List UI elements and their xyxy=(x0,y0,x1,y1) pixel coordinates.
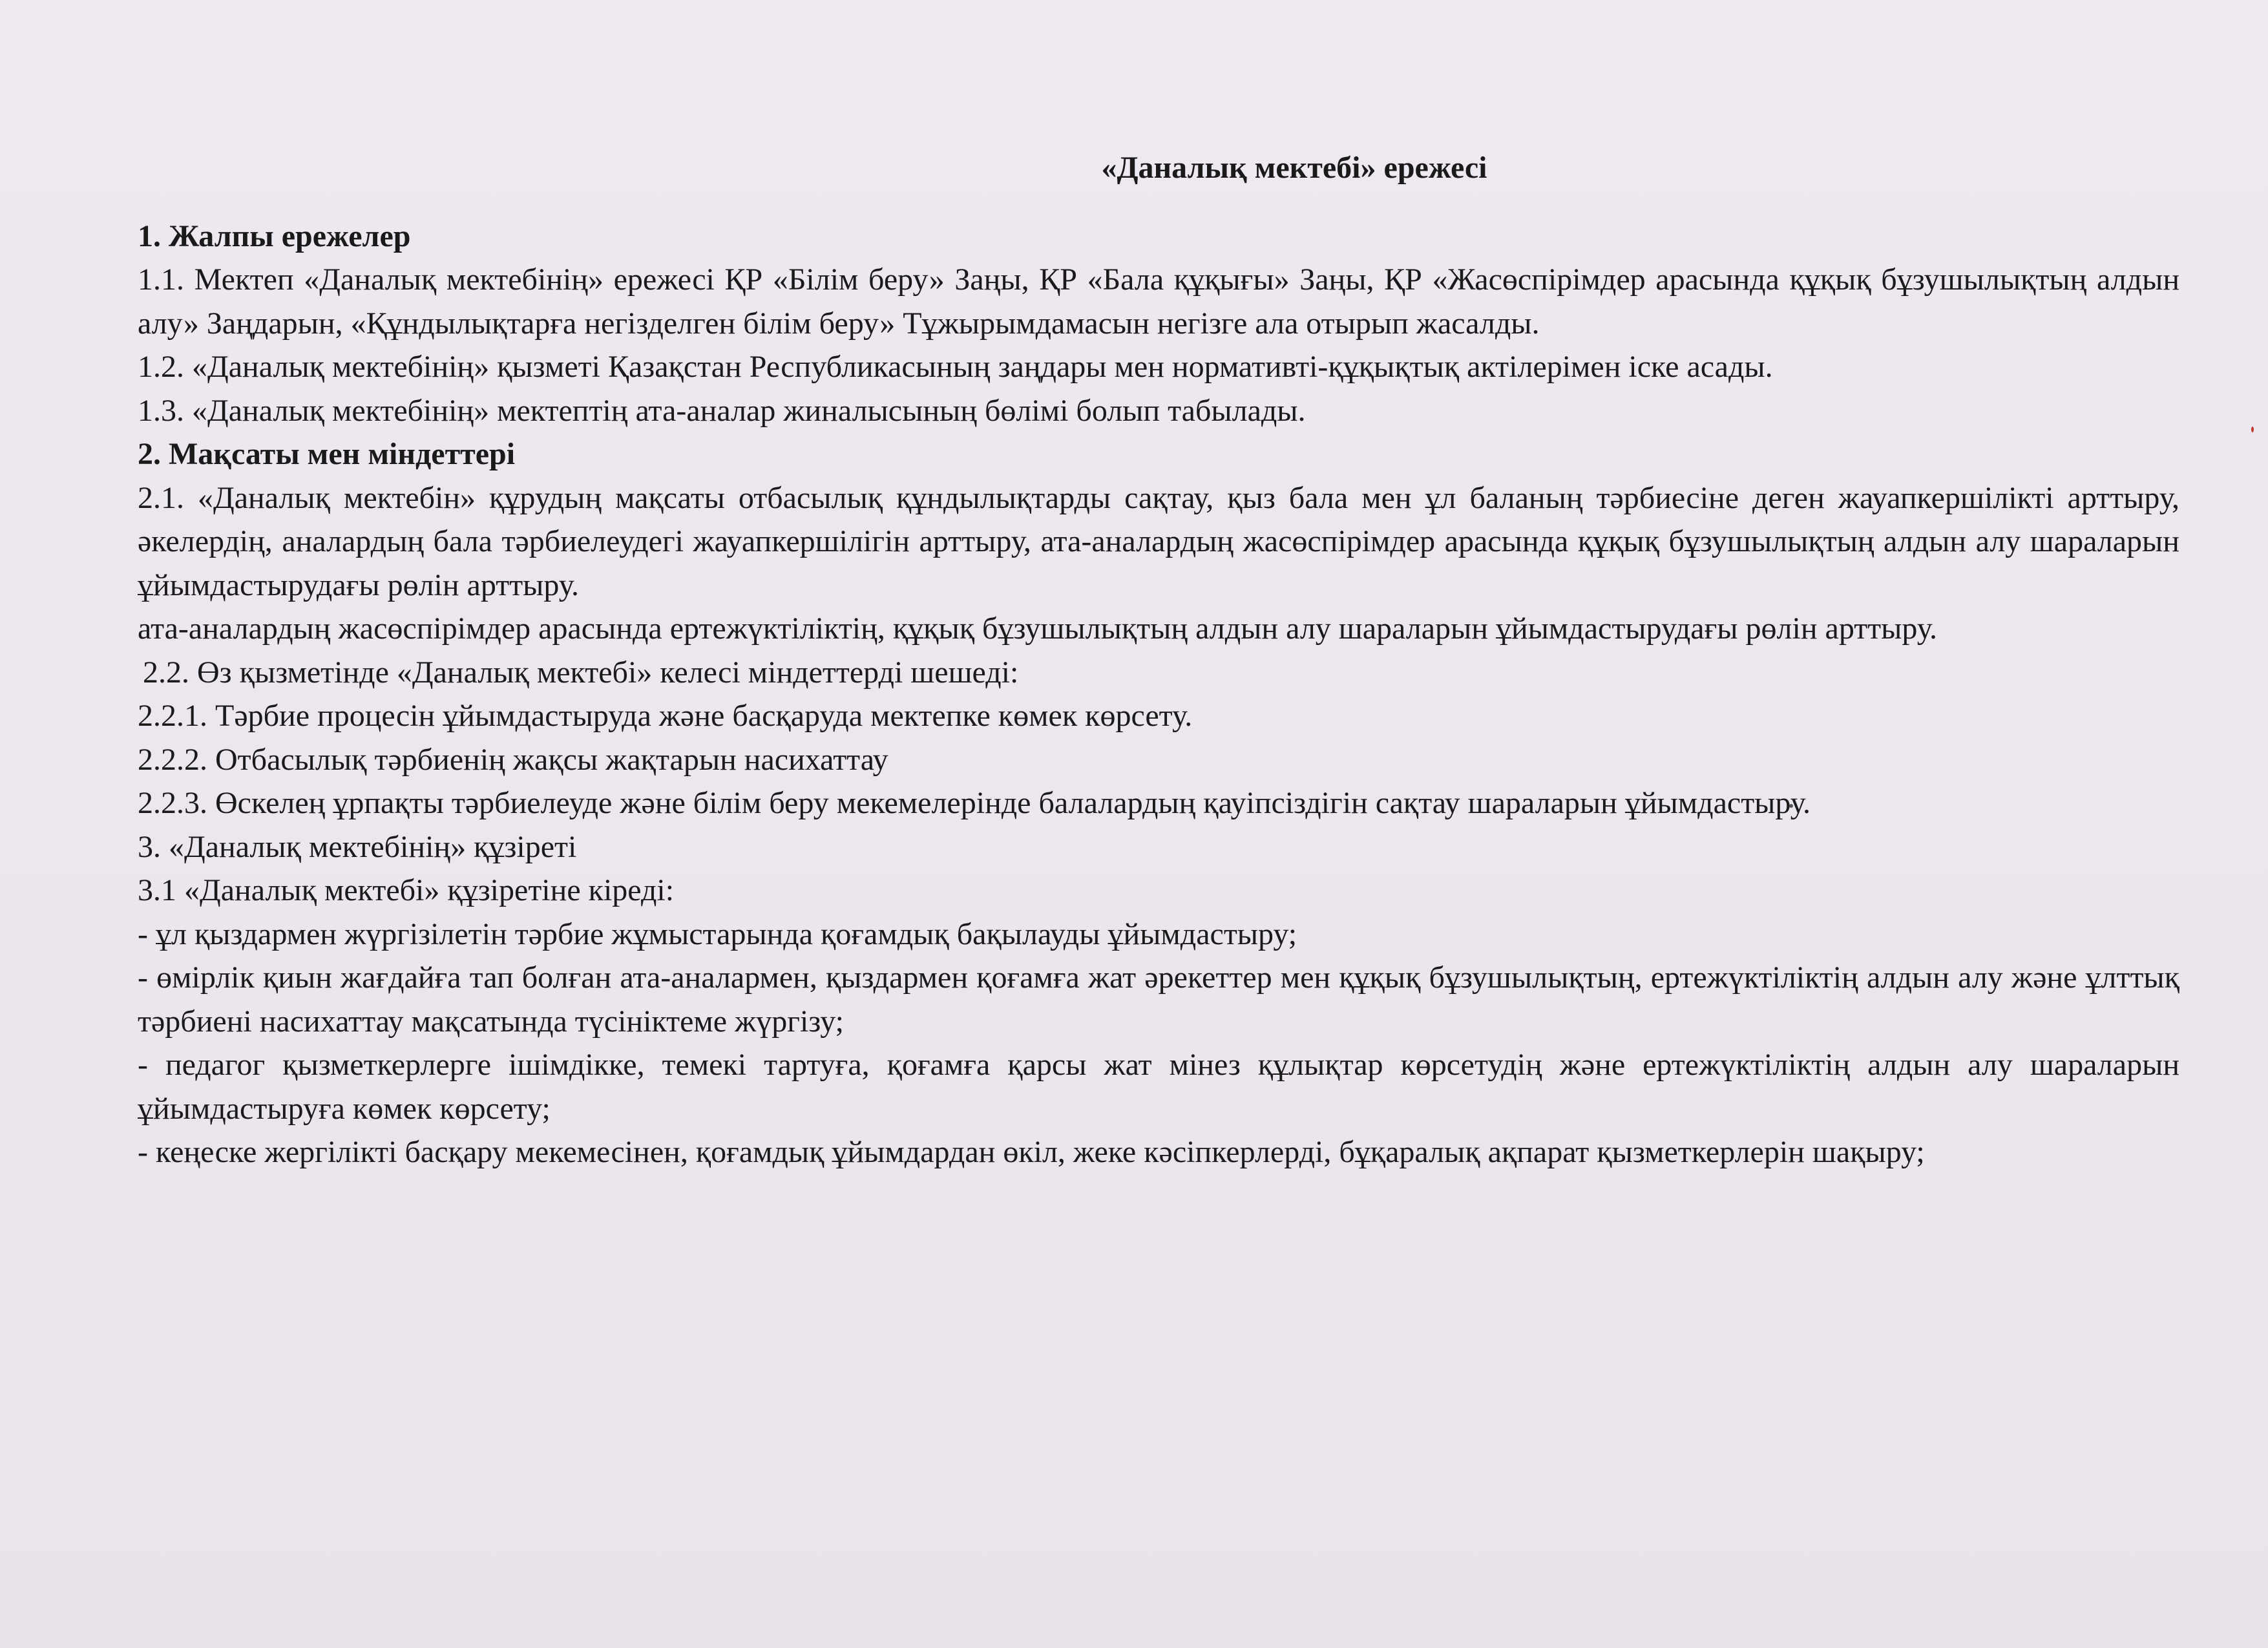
document-title xyxy=(138,146,2179,190)
scan-speck xyxy=(2251,427,2254,432)
paragraph-2-2-2: 2.2.2. Отбасылық тәрбиенің жақсы жақтарын насихаттау xyxy=(138,742,888,777)
list-item-3-bullet-1: - ұл қыздармен жүргізілетін тәрбие жұмыстарында қоғамдық бақылауды ұйымдастыру; xyxy=(138,916,1297,951)
paragraph-2-1: 2.1. «Даналық мектебін» құрудың мақсаты отбасылық құндылықтарды сақтау, қыз бала мен ұл баланың тәрбиесіне деген жауапкершілікті арттыру, әкелердің, аналардың бала тәрбиелеудегі жауапкершілігін арттыру, ата-аналардың жасөспірімдер арасында құқық бұзушылықтың алдын алу шараларын ұйымдастырудағы рөлін арттыру. xyxy=(138,480,2179,602)
paragraph-1-1: 1.1. Мектеп «Даналық мектебінің» ережесі ҚР «Білім беру» Заңы, ҚР «Бала құқығы» Заңы, ҚР «Жасөспірімдер арасында құқық бұзушылықтың алдын алу» Заңдарын, «Құндылықтарға негізделген білім беру» Тұжырымдамасын негізге ала отырып жасалды. xyxy=(138,262,2179,341)
paragraph-1-3: 1.3. «Даналық мектебінің» мектептің ата-аналар жиналысының бөлімі болып табылады. xyxy=(138,393,1306,428)
list-item-3-bullet-2: - өмірлік қиын жағдайға тап болған ата-аналармен, қыздармен қоғамға жат әрекеттер мен құқық бұзушылықтың, ертежүктіліктің алдын алу және ұлттық тәрбиені насихаттау мақсатында түсініктеме жүргізу; xyxy=(138,960,2179,1039)
paragraph-2-2: 2.2. Өз қызметінде «Даналық мектебі» келесі міндеттерді шешеді: xyxy=(143,655,1019,690)
paragraph-3-1: 3.1 «Даналық мектебі» құзіретіне кіреді: xyxy=(138,873,675,907)
document-title-text: «Даналық мектебі» ережесі xyxy=(1101,151,1487,185)
section-3-heading: 3. «Даналық мектебінің» құзіреті xyxy=(138,829,577,864)
list-item-3-bullet-3: - педагог қызметкерлерге ішімдікке, темекі тартуға, қоғамға қарсы жат мінез құлықтар көрсетудің және ертежүктіліктің алдын алу шараларын ұйымдастыруға көмек көрсету; xyxy=(138,1048,2179,1126)
paragraph-2-2-1: 2.2.1. Тәрбие процесін ұйымдастыруда және басқаруда мектепке көмек көрсету. xyxy=(138,699,1193,733)
paragraph-1-2: 1.2. «Даналық мектебінің» қызметі Қазақстан Республикасының заңдары мен нормативті-құқықтық актілерімен іске асады. xyxy=(138,350,1773,384)
list-item-3-bullet-4: - кеңеске жергілікті басқару мекемесінен, қоғамдық ұйымдардан өкіл, жеке кәсіпкерлерді, бұқаралық ақпарат қызметкерлерін шақыру; xyxy=(138,1135,1925,1169)
section-2-heading: 2. Мақсаты мен міндеттері xyxy=(138,437,516,471)
paragraph-2-2-3: 2.2.3. Өскелең ұрпақты тәрбиелеуде және білім беру мекемелерінде балалардың қауіпсіздігін сақтау шараларын ұйымдастыру. xyxy=(138,786,1811,820)
paragraph-2-1-continued: ата-аналардың жасөспірімдер арасында ертежүктіліктің, құқық бұзушылықтың алдын алу шараларын ұйымдастырудағы рөлін арттыру. xyxy=(138,611,1937,646)
section-1-heading: 1. Жалпы ережелер xyxy=(138,218,411,253)
document-body xyxy=(138,146,2179,1174)
